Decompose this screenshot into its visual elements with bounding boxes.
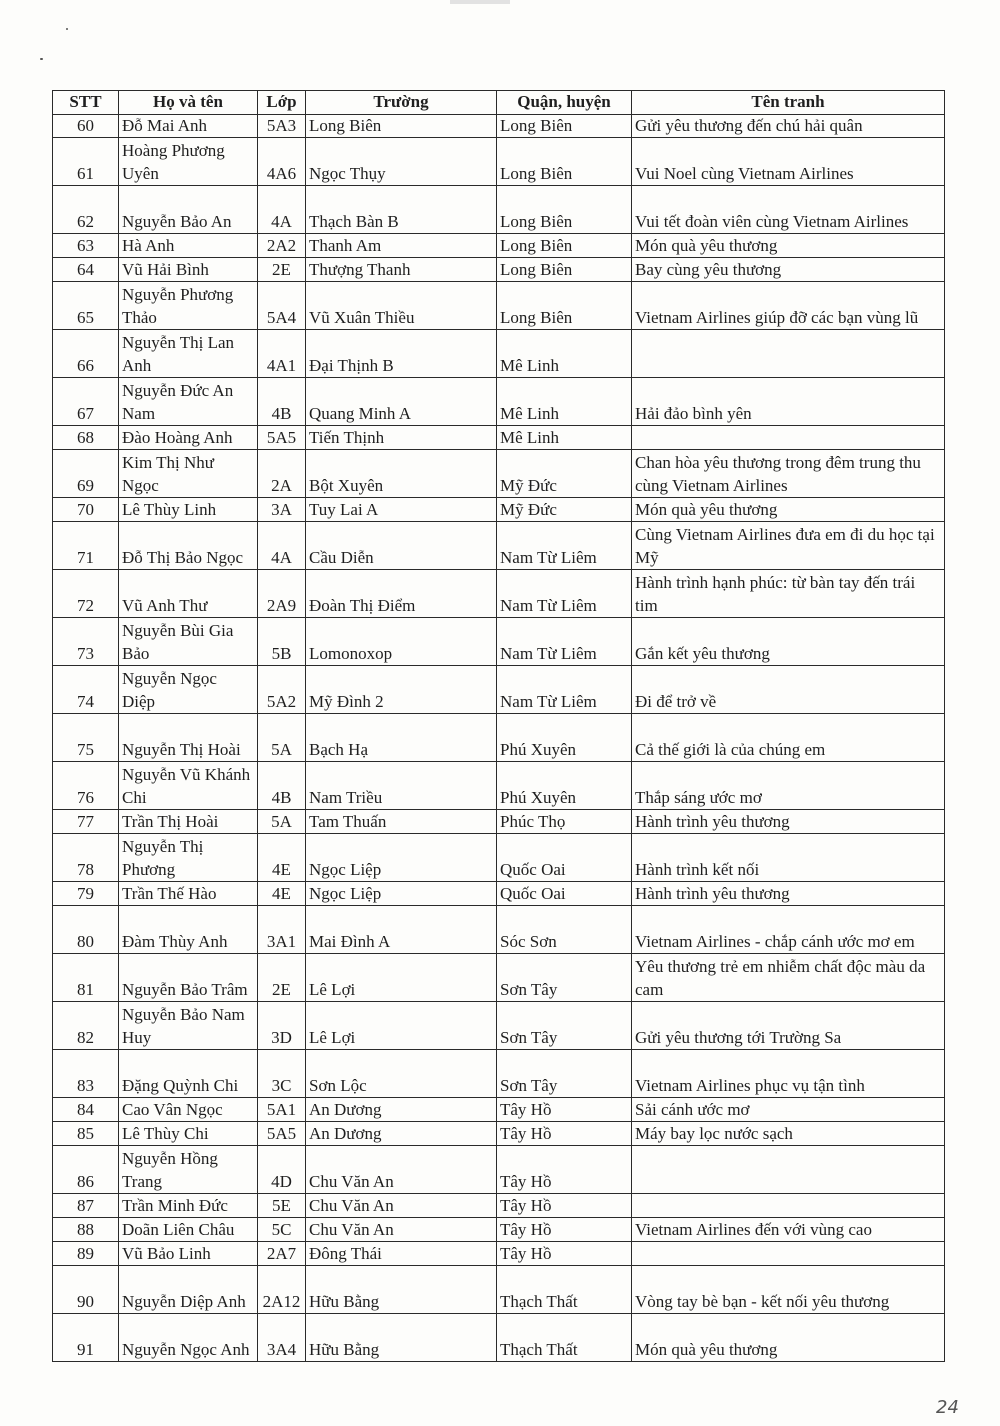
cell-name: Hà Anh [119, 234, 258, 258]
table-row [53, 954, 945, 1002]
cell-district: Phúc Thọ [497, 810, 632, 834]
cell-lop: 4A6 [258, 138, 306, 186]
cell-lop: 4E [258, 882, 306, 906]
cell-name: Nguyễn Bùi Gia Bảo [119, 618, 258, 666]
cell-name: Đỗ Mai Anh [119, 114, 258, 138]
cell-stt: 72 [53, 570, 119, 618]
cell-lop: 5A5 [258, 1122, 306, 1146]
cell-school: Tiến Thịnh [306, 426, 497, 450]
cell-name: Nguyễn Bảo Trâm [119, 954, 258, 1002]
cell-school: Ngọc Thụy [306, 138, 497, 186]
cell-district: Long Biên [497, 114, 632, 138]
cell-stt: 78 [53, 834, 119, 882]
cell-district: Long Biên [497, 186, 632, 234]
table-row [53, 1266, 945, 1314]
cell-school: Lomonoxop [306, 618, 497, 666]
header-name: Họ và tên [119, 91, 258, 115]
cell-district: Nam Từ Liêm [497, 570, 632, 618]
cell-title: Đi để trở về [632, 666, 945, 714]
cell-stt: 87 [53, 1194, 119, 1218]
cell-district: Tây Hồ [497, 1218, 632, 1242]
table-row [53, 882, 945, 906]
cell-district: Sơn Tây [497, 1050, 632, 1098]
cell-school: An Dương [306, 1122, 497, 1146]
cell-school: Mỹ Đình 2 [306, 666, 497, 714]
cell-name: Trần Thế Hào [119, 882, 258, 906]
cell-name: Nguyễn Phương Thảo [119, 282, 258, 330]
cell-title: Chan hòa yêu thương trong đêm trung thu cùng Vietnam Airlines [632, 450, 945, 498]
cell-name: Nguyễn Thị Hoài [119, 714, 258, 762]
cell-name: Nguyễn Bảo An [119, 186, 258, 234]
cell-stt: 68 [53, 426, 119, 450]
scan-speck [66, 28, 68, 30]
cell-title: Hải đảo bình yên [632, 378, 945, 426]
header-stt: STT [53, 91, 119, 115]
cell-school: Thạch Bàn B [306, 186, 497, 234]
cell-school: Cầu Diễn [306, 522, 497, 570]
cell-school: An Dương [306, 1098, 497, 1122]
cell-district: Nam Từ Liêm [497, 522, 632, 570]
table-row [53, 522, 945, 570]
table-body [53, 114, 945, 1362]
cell-stt: 69 [53, 450, 119, 498]
cell-school: Ngọc Liệp [306, 882, 497, 906]
cell-school: Hữu Bằng [306, 1266, 497, 1314]
cell-lop: 3C [258, 1050, 306, 1098]
cell-title [632, 1146, 945, 1194]
header-school: Trường [306, 91, 497, 115]
cell-school: Lê Lợi [306, 954, 497, 1002]
cell-title: Vòng tay bè bạn - kết nối yêu thương [632, 1266, 945, 1314]
cell-title: Cùng Vietnam Airlines đưa em đi du học tại Mỹ [632, 522, 945, 570]
header-lop: Lớp [258, 91, 306, 115]
cell-stt: 66 [53, 330, 119, 378]
table-row [53, 378, 945, 426]
cell-district: Nam Từ Liêm [497, 618, 632, 666]
cell-title: Vietnam Airlines giúp đỡ các bạn vùng lũ [632, 282, 945, 330]
table-row [53, 714, 945, 762]
cell-stt: 75 [53, 714, 119, 762]
cell-stt: 64 [53, 258, 119, 282]
cell-school: Đông Thái [306, 1242, 497, 1266]
cell-stt: 71 [53, 522, 119, 570]
cell-lop: 2E [258, 258, 306, 282]
cell-title [632, 1242, 945, 1266]
cell-district: Phú Xuyên [497, 762, 632, 810]
cell-stt: 77 [53, 810, 119, 834]
cell-lop: 5A1 [258, 1098, 306, 1122]
cell-name: Đào Hoàng Anh [119, 426, 258, 450]
cell-name: Trần Thị Hoài [119, 810, 258, 834]
table-row [53, 1194, 945, 1218]
cell-name: Hoàng Phương Uyên [119, 138, 258, 186]
cell-name: Nguyễn Ngọc Anh [119, 1314, 258, 1362]
table-row [53, 1218, 945, 1242]
cell-school: Sơn Lộc [306, 1050, 497, 1098]
cell-school: Lê Lợi [306, 1002, 497, 1050]
cell-school: Hữu Bằng [306, 1314, 497, 1362]
table-row [53, 186, 945, 234]
cell-lop: 5C [258, 1218, 306, 1242]
cell-stt: 80 [53, 906, 119, 954]
cell-school: Ngọc Liệp [306, 834, 497, 882]
cell-school: Tam Thuấn [306, 810, 497, 834]
cell-title: Thắp sáng ước mơ [632, 762, 945, 810]
table-row [53, 570, 945, 618]
cell-lop: 5A [258, 714, 306, 762]
cell-lop: 4A1 [258, 330, 306, 378]
cell-name: Nguyễn Hồng Trang [119, 1146, 258, 1194]
cell-district: Quốc Oai [497, 834, 632, 882]
table-row [53, 1098, 945, 1122]
cell-lop: 2A9 [258, 570, 306, 618]
cell-lop: 4E [258, 834, 306, 882]
cell-name: Doãn Liên Châu [119, 1218, 258, 1242]
cell-title: Yêu thương trẻ em nhiễm chất độc màu da cam [632, 954, 945, 1002]
table-row [53, 258, 945, 282]
cell-lop: 5A4 [258, 282, 306, 330]
cell-district: Quốc Oai [497, 882, 632, 906]
cell-lop: 5A5 [258, 426, 306, 450]
cell-lop: 2E [258, 954, 306, 1002]
table-row [53, 1122, 945, 1146]
cell-title: Gửi yêu thương đến chú hải quân [632, 114, 945, 138]
cell-name: Cao Vân Ngọc [119, 1098, 258, 1122]
cell-title: Hành trình yêu thương [632, 882, 945, 906]
table-header-row [53, 91, 945, 115]
cell-district: Tây Hồ [497, 1194, 632, 1218]
cell-title: Vietnam Airlines phục vụ tận tình [632, 1050, 945, 1098]
cell-district: Nam Từ Liêm [497, 666, 632, 714]
cell-title: Món quà yêu thương [632, 234, 945, 258]
cell-lop: 3A4 [258, 1314, 306, 1362]
cell-stt: 88 [53, 1218, 119, 1242]
cell-school: Chu Văn An [306, 1194, 497, 1218]
cell-lop: 2A2 [258, 234, 306, 258]
cell-name: Nguyễn Đức An Nam [119, 378, 258, 426]
cell-stt: 90 [53, 1266, 119, 1314]
cell-stt: 82 [53, 1002, 119, 1050]
table-row [53, 234, 945, 258]
cell-school: Đại Thịnh B [306, 330, 497, 378]
cell-name: Vũ Bảo Linh [119, 1242, 258, 1266]
header-title: Tên tranh [632, 91, 945, 115]
cell-title: Vui Noel cùng Vietnam Airlines [632, 138, 945, 186]
table-row [53, 282, 945, 330]
table-row [53, 138, 945, 186]
cell-district: Sơn Tây [497, 954, 632, 1002]
page-number: 24 [936, 1397, 959, 1418]
cell-name: Lê Thùy Chi [119, 1122, 258, 1146]
cell-title: Gắn kết yêu thương [632, 618, 945, 666]
cell-lop: 4A [258, 186, 306, 234]
table-row [53, 1314, 945, 1362]
cell-school: Thượng Thanh [306, 258, 497, 282]
cell-title: Vietnam Airlines đến với vùng cao [632, 1218, 945, 1242]
cell-lop: 5B [258, 618, 306, 666]
cell-school: Quang Minh A [306, 378, 497, 426]
cell-lop: 4A [258, 522, 306, 570]
cell-title: Hành trình kết nối [632, 834, 945, 882]
table-row [53, 834, 945, 882]
cell-name: Đặng Quỳnh Chi [119, 1050, 258, 1098]
cell-school: Nam Triều [306, 762, 497, 810]
cell-stt: 81 [53, 954, 119, 1002]
cell-school: Vũ Xuân Thiều [306, 282, 497, 330]
cell-school: Chu Văn An [306, 1146, 497, 1194]
cell-name: Đàm Thùy Anh [119, 906, 258, 954]
cell-title: Bay cùng yêu thương [632, 258, 945, 282]
cell-lop: 5A [258, 810, 306, 834]
cell-district: Mê Linh [497, 378, 632, 426]
table-row [53, 426, 945, 450]
cell-stt: 89 [53, 1242, 119, 1266]
cell-name: Lê Thùy Linh [119, 498, 258, 522]
cell-district: Sơn Tây [497, 1002, 632, 1050]
cell-district: Tây Hồ [497, 1098, 632, 1122]
cell-lop: 3A [258, 498, 306, 522]
cell-district: Mỹ Đức [497, 450, 632, 498]
cell-district: Mỹ Đức [497, 498, 632, 522]
cell-district: Long Biên [497, 258, 632, 282]
cell-name: Nguyễn Thị Phương [119, 834, 258, 882]
cell-stt: 74 [53, 666, 119, 714]
table-row [53, 114, 945, 138]
cell-name: Kim Thị Như Ngọc [119, 450, 258, 498]
cell-district: Long Biên [497, 234, 632, 258]
cell-school: Thanh Am [306, 234, 497, 258]
cell-stt: 65 [53, 282, 119, 330]
cell-district: Long Biên [497, 282, 632, 330]
cell-district: Tây Hồ [497, 1146, 632, 1194]
cell-stt: 67 [53, 378, 119, 426]
cell-district: Tây Hồ [497, 1242, 632, 1266]
cell-stt: 84 [53, 1098, 119, 1122]
cell-district: Thạch Thất [497, 1314, 632, 1362]
cell-stt: 76 [53, 762, 119, 810]
cell-lop: 2A [258, 450, 306, 498]
cell-lop: 2A7 [258, 1242, 306, 1266]
header-district: Quận, huyện [497, 91, 632, 115]
cell-title [632, 426, 945, 450]
cell-school: Đoàn Thị Điểm [306, 570, 497, 618]
cell-stt: 83 [53, 1050, 119, 1098]
cell-lop: 5A2 [258, 666, 306, 714]
table-row [53, 810, 945, 834]
table-row [53, 498, 945, 522]
cell-name: Nguyễn Diệp Anh [119, 1266, 258, 1314]
cell-title: Hành trình yêu thương [632, 810, 945, 834]
cell-lop: 5E [258, 1194, 306, 1218]
table-row [53, 1146, 945, 1194]
table-row [53, 1242, 945, 1266]
cell-name: Nguyễn Vũ Khánh Chi [119, 762, 258, 810]
cell-name: Vũ Anh Thư [119, 570, 258, 618]
cell-lop: 4B [258, 378, 306, 426]
cell-school: Mai Đình A [306, 906, 497, 954]
cell-stt: 79 [53, 882, 119, 906]
cell-district: Long Biên [497, 138, 632, 186]
cell-lop: 4D [258, 1146, 306, 1194]
cell-lop: 2A12 [258, 1266, 306, 1314]
cell-name: Nguyễn Ngọc Diệp [119, 666, 258, 714]
table-row [53, 618, 945, 666]
cell-district: Thạch Thất [497, 1266, 632, 1314]
cell-title: Vietnam Airlines - chắp cánh ước mơ em [632, 906, 945, 954]
cell-stt: 91 [53, 1314, 119, 1362]
cell-title: Vui tết đoàn viên cùng Vietnam Airlines [632, 186, 945, 234]
cell-stt: 60 [53, 114, 119, 138]
cell-title: Máy bay lọc nước sạch [632, 1122, 945, 1146]
cell-lop: 3A1 [258, 906, 306, 954]
cell-name: Vũ Hải Bình [119, 258, 258, 282]
table-row [53, 1050, 945, 1098]
scan-mark [450, 0, 510, 4]
cell-title: Cả thế giới là của chúng em [632, 714, 945, 762]
cell-title: Hành trình hạnh phúc: từ bàn tay đến trái tim [632, 570, 945, 618]
cell-stt: 61 [53, 138, 119, 186]
cell-district: Tây Hồ [497, 1122, 632, 1146]
cell-title: Món quà yêu thương [632, 498, 945, 522]
cell-title: Gửi yêu thương tới Trường Sa [632, 1002, 945, 1050]
cell-name: Đỗ Thị Bảo Ngọc [119, 522, 258, 570]
cell-stt: 70 [53, 498, 119, 522]
table-row [53, 450, 945, 498]
cell-lop: 3D [258, 1002, 306, 1050]
scan-speck [40, 58, 43, 60]
cell-name: Nguyễn Bảo Nam Huy [119, 1002, 258, 1050]
cell-district: Mê Linh [497, 426, 632, 450]
table-row [53, 1002, 945, 1050]
cell-district: Phú Xuyên [497, 714, 632, 762]
cell-lop: 4B [258, 762, 306, 810]
table-row [53, 762, 945, 810]
table-row [53, 330, 945, 378]
cell-name: Nguyễn Thị Lan Anh [119, 330, 258, 378]
cell-title [632, 1194, 945, 1218]
cell-stt: 85 [53, 1122, 119, 1146]
cell-stt: 86 [53, 1146, 119, 1194]
cell-district: Mê Linh [497, 330, 632, 378]
cell-stt: 73 [53, 618, 119, 666]
cell-school: Long Biên [306, 114, 497, 138]
cell-title: Sải cánh ước mơ [632, 1098, 945, 1122]
cell-district: Sóc Sơn [497, 906, 632, 954]
cell-school: Tuy Lai A [306, 498, 497, 522]
cell-school: Chu Văn An [306, 1218, 497, 1242]
table-row [53, 666, 945, 714]
cell-school: Bạch Hạ [306, 714, 497, 762]
cell-stt: 62 [53, 186, 119, 234]
cell-stt: 63 [53, 234, 119, 258]
cell-name: Trần Minh Đức [119, 1194, 258, 1218]
cell-school: Bột Xuyên [306, 450, 497, 498]
cell-lop: 5A3 [258, 114, 306, 138]
cell-title: Món quà yêu thương [632, 1314, 945, 1362]
student-roster-table [52, 90, 945, 1362]
cell-title [632, 330, 945, 378]
table-row [53, 906, 945, 954]
